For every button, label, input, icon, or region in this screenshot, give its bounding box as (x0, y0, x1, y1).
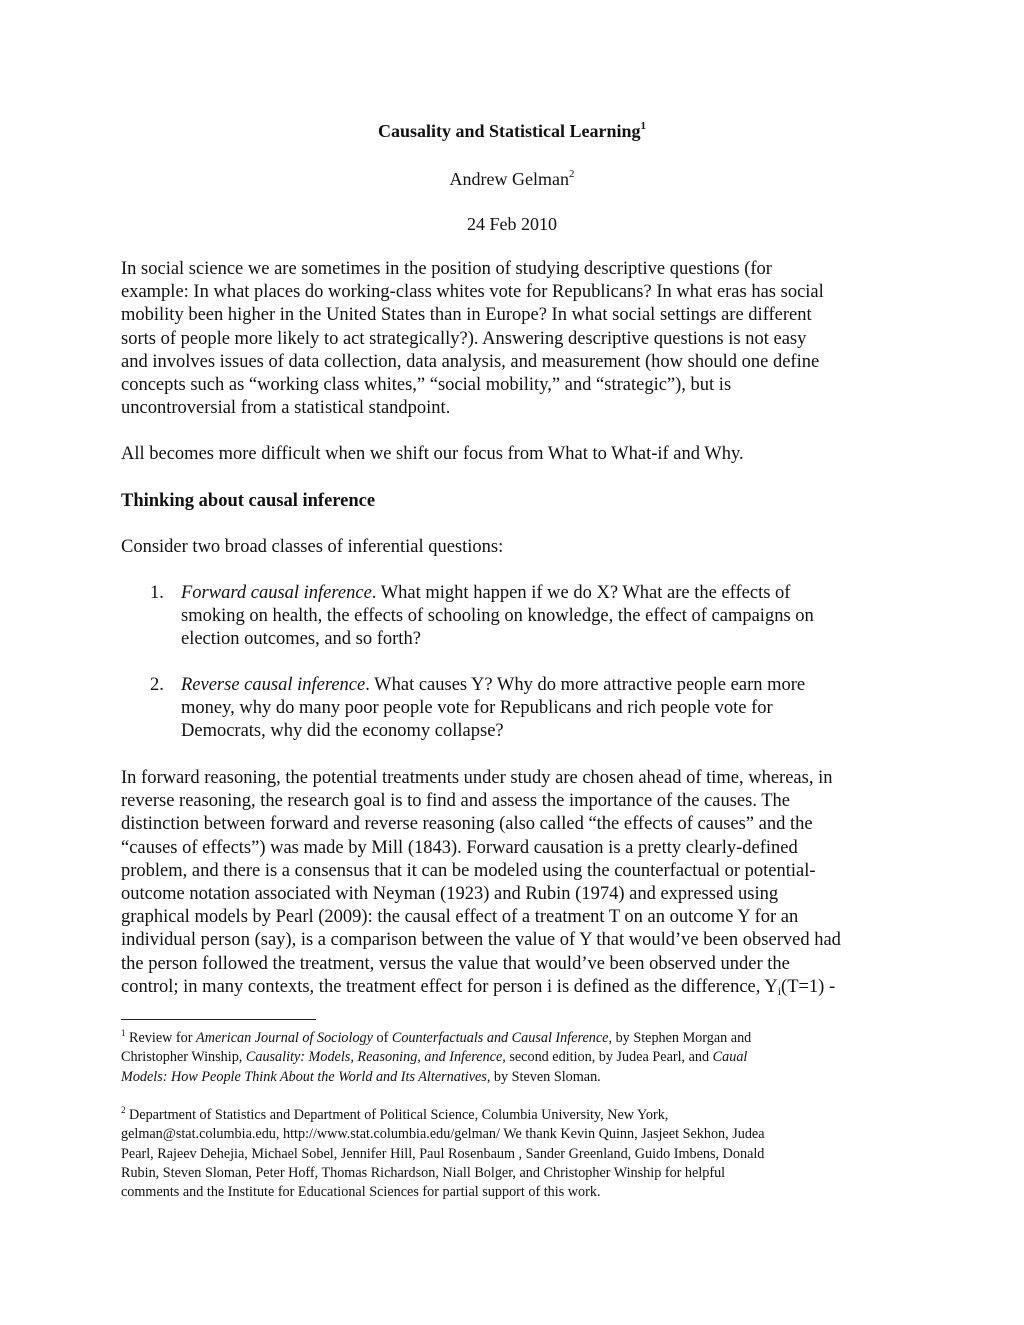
text-line: Pearl, Rajeev Dehejia, Michael Sobel, Jennifer Hill, Paul Rosenbaum , Sander Greenland, Guido Imbens, Donald (121, 1145, 765, 1162)
text-line (121, 1068, 921, 1087)
forward-paragraph (121, 767, 921, 999)
footnote-separator (121, 1019, 316, 1020)
paper-title (0, 118, 1024, 144)
paper-date: 24 Feb 2010 (467, 214, 557, 234)
list-number: 1. (150, 583, 164, 603)
list-item-forward (181, 582, 921, 652)
author-text: Andrew Gelman (449, 169, 569, 189)
text-line: smoking on health, the effects of schooling on knowledge, the effect of campaigns on (181, 606, 814, 627)
footnote-mark: 2 (121, 1105, 126, 1115)
text-run: Department of Statistics and Department of Political Science, Columbia University, New York, (125, 1107, 669, 1123)
text-line: concepts such as “working class whites,” “social mobility,” and “strategic”), but is (121, 374, 732, 395)
text-run: second edition, by Judea Pearl, and (505, 1049, 713, 1066)
text-line: election outcomes, and so forth? (181, 629, 421, 650)
text-run: Review for (125, 1030, 197, 1046)
title-footnote-mark: 1 (640, 120, 647, 132)
footnote-2 (121, 1106, 921, 1202)
text-line: graphical models by Pearl (2009): the causal effect of a treatment T on an outcome Y for an (121, 907, 799, 928)
text-run: of (372, 1030, 392, 1046)
footnote-mark: 1 (121, 1028, 126, 1038)
text-line: outcome notation associated with Neyman (1923) and Rubin (1974) and expressed using (121, 883, 779, 904)
text-line: and involves issues of data collection, data analysis, and measurement (how should one define (121, 351, 820, 372)
consider-paragraph (121, 536, 921, 559)
list-number: 2. (150, 675, 164, 695)
text-run: Caual (712, 1049, 748, 1066)
text-run: Christopher Winship, (121, 1049, 246, 1066)
text-line: mobility been higher in the United States than in Europe? In what social settings are different (121, 305, 812, 326)
text-line: Consider two broad classes of inferential questions: (121, 537, 504, 557)
text-line: uncontroversial from a statistical standpoint. (121, 398, 451, 419)
term-italic: Reverse causal inference (181, 675, 366, 695)
text-line (121, 1029, 921, 1048)
text-run: Models: How People Think About the World and Its Alternatives (121, 1068, 487, 1085)
text-line: In social science we are sometimes in the position of studying descriptive questions (for (121, 259, 772, 279)
text-run: control; in many contexts, the treatment effect for person i is defined as the difference, Y (121, 976, 778, 997)
author-name (0, 166, 1024, 192)
text-run: , by Steven Sloman. (486, 1068, 601, 1085)
text-line: money, why do many poor people vote for Republicans and rich people vote for (181, 698, 773, 719)
text-run: American Journal of Sociology (196, 1030, 373, 1046)
text-line (181, 674, 921, 697)
list-item-reverse (181, 674, 921, 744)
section-heading: Thinking about causal inference (121, 491, 376, 511)
text-run: . What causes Y? Why do more attractive people earn more (365, 675, 806, 695)
text-line: reverse reasoning, the research goal is to find and assess the importance of the causes. The (121, 791, 791, 812)
text-line: comments and the Institute for Educational Sciences for partial support of this work. (121, 1184, 601, 1201)
text-run: (T=1) - (781, 976, 836, 997)
text-line: Democrats, why did the economy collapse? (181, 721, 504, 742)
text-line: individual person (say), is a comparison between the value of Y that would’ve been observed had (121, 930, 841, 951)
text-line: sorts of people more likely to act strategically?). Answering descriptive questions is not easy (121, 328, 807, 349)
text-line: example: In what places do working-class whites vote for Republicans? In what eras has social (121, 282, 824, 303)
text-line (121, 976, 921, 999)
text-line: In forward reasoning, the potential treatments under study are chosen ahead of time, whereas, in (121, 768, 833, 788)
shift-paragraph (121, 443, 921, 466)
text-line: All becomes more difficult when we shift our focus from What to What-if and Why. (121, 444, 744, 464)
text-line: gelman@stat.columbia.edu, http://www.stat.columbia.edu/gelman/ We thank Kevin Quinn, Jasjeet Sekhon, Judea (121, 1126, 765, 1143)
text-run: Causality: Models, Reasoning, and Inference, (245, 1049, 506, 1066)
footnote-1 (121, 1029, 921, 1087)
text-line: the person followed the treatment, versus the value that would’ve been observed under the (121, 953, 790, 974)
text-run: , by Stephen Morgan and (608, 1030, 752, 1046)
text-line: problem, and there is a consensus that it can be modeled using the counterfactual or potential- (121, 860, 816, 881)
term-italic: Forward causal inference (181, 583, 372, 603)
title-text: Causality and Statistical Learning (377, 121, 641, 141)
text-line (121, 1106, 921, 1125)
text-run: . What might happen if we do X? What are the effects of (371, 583, 791, 603)
text-line (121, 1048, 921, 1067)
text-run: Counterfactuals and Causal Inference (391, 1030, 609, 1046)
text-line: distinction between forward and reverse reasoning (also called “the effects of causes” and the (121, 814, 813, 835)
author-footnote-mark: 2 (568, 168, 575, 180)
text-line (181, 582, 921, 605)
subscript: i (777, 983, 782, 998)
text-line: Rubin, Steven Sloman, Peter Hoff, Thomas Richardson, Niall Bolger, and Christopher Winship for helpful (121, 1164, 726, 1181)
intro-paragraph (121, 258, 921, 420)
text-line: “causes of effects”) was made by Mill (1843). Forward causation is a pretty clearly-defined (121, 837, 798, 858)
